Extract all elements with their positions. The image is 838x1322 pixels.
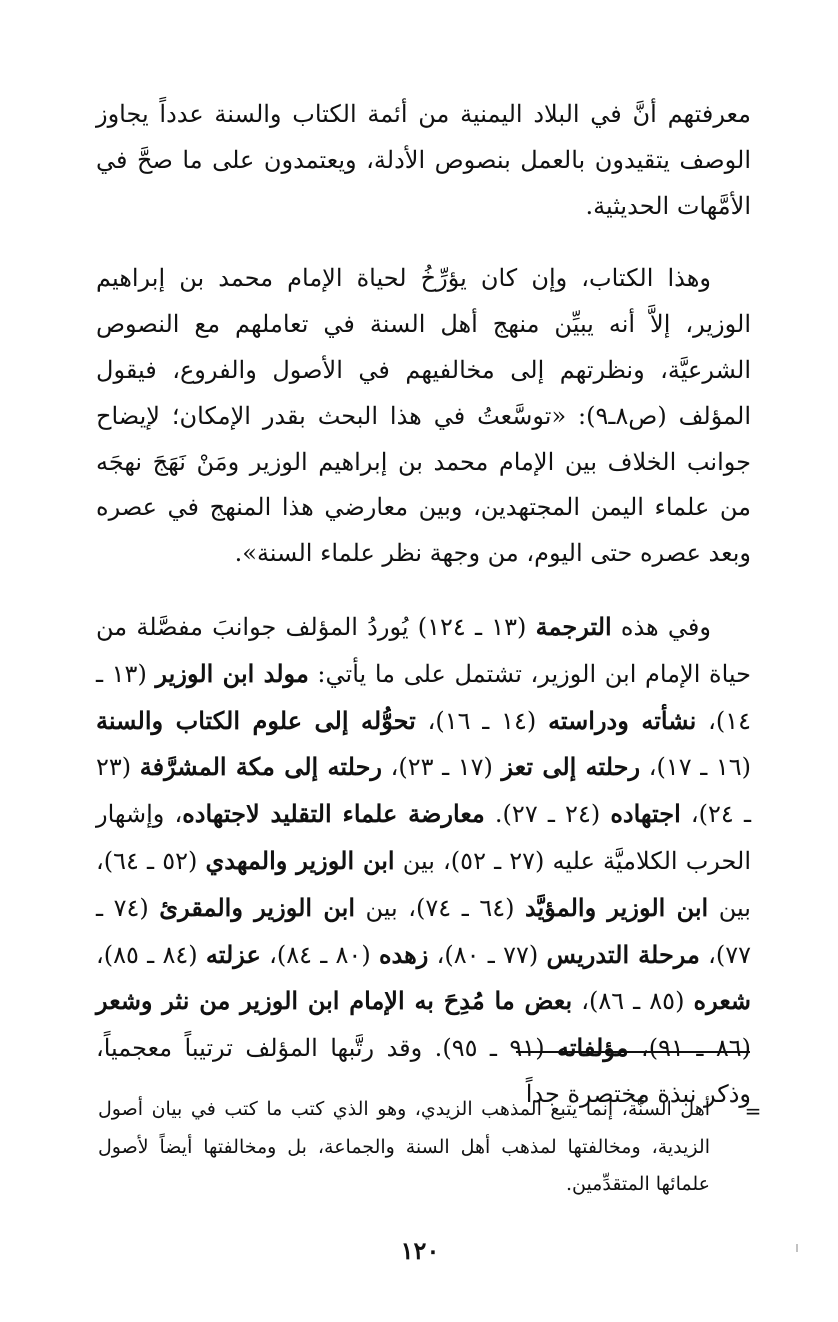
p3-bold-text: بعض ما مُدِحَ به الإمام ابن الوزير من نثر وشعر (96, 986, 573, 1016)
paragraph-3 (96, 604, 751, 1118)
footnote-text: أهل السنَّة، إنما يتبع المذهب الزيدي، وهو الذي كتب ما كتب في بيان أصول الزيدية، ومخالفتها لمذهب أهل السنة والجماعة، بل ومخالفتها أيضاً لأصول علمائها المتقدِّمين. (98, 1098, 710, 1195)
p3-bold-text: ابن الوزير والمقرئ (159, 892, 355, 922)
p3-text: (٥٢ ـ ٦٤)، بين (96, 846, 751, 922)
p3-bold-text: مرحلة التدريس (546, 939, 700, 969)
p3-text: (١٤ ـ ١٦)، (415, 706, 549, 735)
p3-bold-text: ابن الوزير والمهدي (205, 845, 395, 875)
p3-text: (٨٤ ـ ٨٥)، (96, 940, 206, 969)
p3-text: (٢٤ ـ ٢٧). (484, 800, 611, 829)
footnote-divider (516, 1051, 750, 1053)
p3-bold-text: تحوُّله إلى علوم الكتاب والسنة (96, 705, 416, 735)
p3-text: (١٣ ـ ١٢٤) يُوردُ المؤلف جوانبَ مفصَّلة من حياة الإمام ابن الوزير، تشتمل على ما يأتي: (96, 612, 751, 688)
scan-mark (796, 1244, 798, 1252)
p3-bold-text: الترجمة (535, 611, 612, 641)
p3-text: (٢٣ ـ ٢٤)، (96, 753, 751, 829)
p3-text: ، وإشهار الحرب الكلاميَّة عليه (٢٧ ـ ٥٢)، بين (96, 800, 751, 875)
paragraph-2: وهذا الكتاب، وإن كان يؤرِّخُ لحياة الإمام محمد بن إبراهيم الوزير، إلاَّ أنه يبيِّن منهج أهل السنة في تعاملهم مع النصوص الشرعيَّة، ونظرتهم إلى مخالفيهم في الأصول والفروع، فيقول المؤلف (ص٨ـ٩): «توسَّعتُ في هذا البحث بقدر الإمكان؛ لإيضاح جوانب الخلاف بين الإمام محمد بن إبراهيم الوزير ومَنْ نَهَجَ نهجَه من علماء اليمن المجتهدين، وبين معارضي هذا المنهج في عصره وبعد عصره حتى اليوم، من وجهة نظر علماء السنة». (96, 264, 751, 568)
p3-text: (٦٤ ـ ٧٤)، بين (354, 893, 526, 922)
page-number: ١٢٠ (400, 1236, 440, 1265)
p3-text: (٧٧ ـ ٨٠)، (428, 940, 547, 969)
p3-bold-text: مولد ابن الوزير (155, 658, 309, 688)
paragraph-1: معرفتهم أنَّ في البلاد اليمنية من أئمة الكتاب والسنة عدداً يجاوز الوصف يتقيدون بالعمل بنصوص الأدلة، ويعتمدون على ما صحَّ في الأمَّهات الحديثية. (96, 100, 751, 220)
p3-bold-text: ابن الوزير والمؤيَّد (525, 892, 709, 922)
p3-text: (٨٥ ـ ٨٦)، (572, 987, 694, 1016)
p3-bold-text: معارضة علماء التقليد لاجتهاده (182, 799, 485, 829)
p3-bold-text: عزلته (205, 939, 261, 969)
footnote (98, 1091, 710, 1204)
p3-text: (٧٤ ـ ٧٧)، (96, 893, 752, 969)
p3-text: (١٧ ـ ٢٣)، (382, 753, 502, 782)
main-text (96, 92, 751, 1118)
p3-text: (١٦ ـ ١٧)، (640, 753, 752, 782)
p3-bold-text: مؤلفاته (557, 1033, 629, 1063)
p3-bold-text: رحلته إلى مكة المشرَّفة (139, 752, 383, 782)
p3-text: (٨٦ ـ ٩١)، (628, 1034, 752, 1063)
p3-bold-text: اجتهاده (610, 799, 681, 829)
p3-text: (١٣ ـ ١٤)، (96, 659, 751, 735)
p3-bold-text: رحلته إلى تعز (501, 752, 641, 782)
p3-bold-text: نشأته ودراسته (548, 705, 697, 735)
p3-text: (٩١ ـ ٩٥). وقد رتَّبها المؤلف ترتيباً معجمياً، وذكر نبذة مختصرة جداً (96, 1034, 751, 1108)
p3-text: (٨٠ ـ ٨٤)، (260, 940, 379, 969)
p3-bold-text: زهده (378, 939, 429, 969)
footnote-continuation-marker: = (744, 1099, 762, 1123)
p3-bold-text: شعره (693, 986, 752, 1016)
p3-text: وفي هذه (611, 612, 711, 641)
